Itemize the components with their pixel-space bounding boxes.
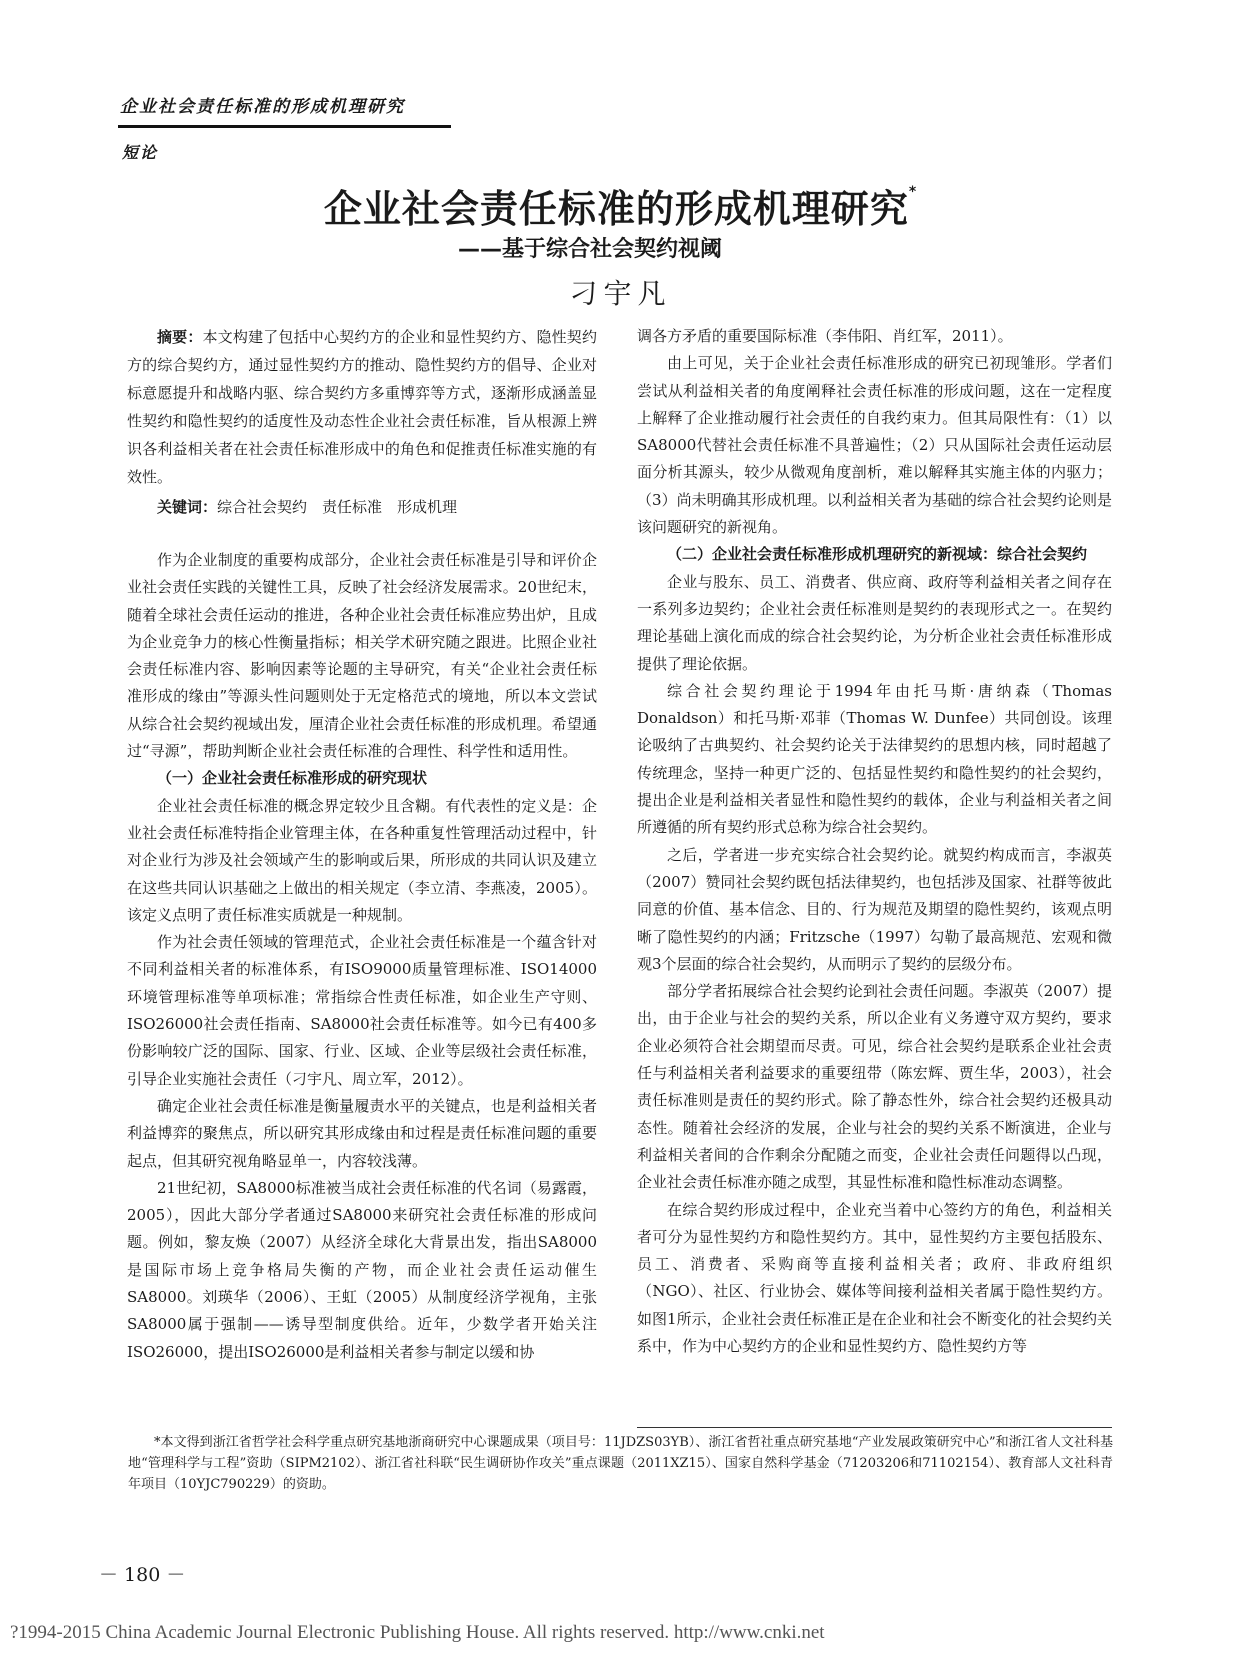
author-name: 刁宇凡 [569, 277, 672, 310]
section-heading: （二）企业社会责任标准形成机理研究的新视域：综合社会契约 [667, 545, 1088, 564]
body-paragraph: 企业与股东、员工、消费者、供应商、政府等利益相关者之间存在一系列多边契约；企业社会责任标准则是契约的表现形式之一。在契约理论基础上演化而成的综合社会契约论，为分析企业社会责任标准形成提供了理论依据。 [637, 572, 1112, 673]
title-text: 企业社会责任标准的形成机理研究 [323, 187, 909, 231]
body-paragraph: 企业社会责任标准的概念界定较少且含糊。有代表性的定义是：企业社会责任标准特指企业管理主体，在各种重复性管理活动过程中，针对企业行为涉及社会领域产生的影响或后果，所形成的共同认识及建立在这些共同认识基础之上做出的相关规定（李立清、李燕凌，2005）。该定义点明了责任标准实质就是一种规制。 [127, 796, 597, 924]
left-column [127, 323, 597, 1366]
footnote-rule [637, 1427, 1112, 1428]
copyright-line: ?1994-2015 China Academic Journal Electronic Publishing House. All rights reserved. http://www.cnki.net [10, 1622, 825, 1643]
body-paragraph: 作为企业制度的重要构成部分，企业社会责任标准是引导和评价企业社会责任实践的关键性工具，反映了社会经济发展需求。20世纪末，随着全球社会责任运动的推进，各种企业社会责任标准应势出炉，且成为企业竞争力的核心性衡量指标；相关学术研究随之跟进。比照企业社会责任标准内容、影响因素等论题的主导研究，有关“企业社会责任标准形成的缘由”等源头性问题则处于无定格范式的境地，所以本文尝试从综合社会契约视域出发，厘清企业社会责任标准的形成机理。希望通过“寻源”，帮助判断企业社会责任标准的合理性、科学性和适用性。 [127, 551, 597, 761]
right-body [637, 323, 1112, 1360]
body-paragraph: 确定企业社会责任标准是衡量履责水平的关键点，也是利益相关者利益博弈的聚焦点，所以研究其形成缘由和过程是责任标准问题的重要起点，但其研究视角略显单一，内容较浅薄。 [127, 1096, 597, 1170]
page-number: － 180 － [99, 1564, 186, 1586]
title-footnote-mark: * [908, 184, 918, 200]
header-rule [118, 125, 451, 128]
keywords-label: 关键词： [157, 498, 218, 516]
left-body [127, 547, 597, 1366]
body-paragraph: 调各方矛盾的重要国际标准（李伟阳、肖红军，2011）。 [637, 327, 1013, 345]
section-heading: （一）企业社会责任标准形成的研究现状 [157, 769, 428, 788]
article-title [0, 178, 1241, 233]
abstract-label: 摘要： [157, 328, 203, 346]
right-column [637, 323, 1112, 1360]
footnote: *本文得到浙江省哲学社会科学重点研究基地浙商研究中心课题成果（项目号：11JDZS03YB）、浙江省哲社重点研究基地“产业发展政策研究中心”和浙江省人文社科基地“管理科学与工程”资助（SIPM2102）、浙江省社科联“民生调研协作攻关”重点课题（2011XZ15）、国家自然科学基金（71203206和71102154）、教育部人文社科青年项目（10YJC790229）的资助。 [128, 1435, 1113, 1492]
section-label: 短论 [122, 143, 159, 162]
body-paragraph: 由上可见，关于企业社会责任标准形成的研究已初现雏形。学者们尝试从利益相关者的角度阐释社会责任标准的形成问题，这在一定程度上解释了企业推动履行社会责任的自我约束力。但其局限性有：（1）以SA8000代替社会责任标准不具普遍性；（2）只从国际社会责任运动层面分析其源头，较少从微观角度剖析，难以解释其实施主体的内驱力；（3）尚未明确其形成机理。以利益相关者为基础的综合社会契约论则是该问题研究的新视角。 [637, 354, 1112, 537]
body-paragraph: 21世纪初，SA8000标准被当成社会责任标准的代名词（易露霞，2005），因此大部分学者通过SA8000来研究社会责任标准的形成问题。例如，黎友焕（2007）从经济全球化大背景出发，指出SA8000是国际市场上竞争格局失衡的产物，而企业社会责任运动催生SA8000。刘瑛华（2006）、王虹（2005）从制度经济学视角，主张SA8000属于强制——诱导型制度供给。近年，少数学者开始关注ISO26000，提出ISO26000是利益相关者参与制定以缓和协 [127, 1178, 597, 1361]
body-paragraph: 之后，学者进一步充实综合社会契约论。就契约构成而言，李淑英（2007）赞同社会契约既包括法律契约，也包括涉及国家、社群等彼此同意的价值、基本信念、目的、行为规范及期望的隐性契约，该观点明晰了隐性契约的内涵；Fritzsche（1997）勾勒了最高规范、宏观和微观3个层面的综合社会契约，从而明示了契约的层级分布。 [637, 845, 1112, 973]
keywords-text: 综合社会契约 责任标准 形成机理 [217, 498, 458, 516]
abstract-text: 本文构建了包括中心契约方的企业和显性契约方、隐性契约方的综合契约方，通过显性契约方的推动、隐性契约方的倡导、企业对标意愿提升和战略内驱、综合契约方多重博弈等方式，逐渐形成涵盖显性契约和隐性契约的适度性及动态性企业社会责任标准，旨从根源上辨识各利益相关者在社会责任标准形成中的角色和促推责任标准实施的有效性。 [127, 328, 597, 486]
running-header: 企业社会责任标准的形成机理研究 [120, 97, 405, 117]
body-paragraph: 综合社会契约理论于1994年由托马斯·唐纳森（Thomas Donaldson）和托马斯·邓菲（Thomas W. Dunfee）共同创设。该理论吸纳了古典契约、社会契约论关于法律契约的思想内核，同时超越了传统理念，坚持一种更广泛的、包括显性契约和隐性契约的社会契约，提出企业是利益相关者显性和隐性契约的载体，企业与利益相关者之间所遵循的所有契约形式总称为综合社会契约。 [637, 681, 1112, 837]
abstract-gap [127, 521, 597, 547]
body-paragraph: 在综合契约形成过程中，企业充当着中心签约方的角色，利益相关者可分为显性契约方和隐性契约方。其中，显性契约方主要包括股东、员工、消费者、采购商等直接利益相关者；政府、非政府组织（NGO）、社区、行业协会、媒体等间接利益相关者属于隐性契约方。如图1所示，企业社会责任标准正是在企业和社会不断变化的社会契约关系中，作为中心契约方的企业和显性契约方、隐性契约方等 [637, 1200, 1112, 1355]
body-paragraph: 部分学者拓展综合社会契约论到社会责任问题。李淑英（2007）提出，由于企业与社会的契约关系，所以企业有义务遵守双方契约，要求企业必须符合社会期望而尽责。可见，综合社会契约是联系企业社会责任与利益相关者利益要求的重要纽带（陈宏辉、贾生华，2003），社会责任标准则是责任的契约形式。除了静态性外，综合社会契约还极具动态性。随着社会经济的发展，企业与社会的契约关系不断演进，企业与利益相关者间的合作剩余分配随之而变，企业社会责任问题得以凸现，企业社会责任标准亦随之成型，其显性标准和隐性标准动态调整。 [637, 982, 1112, 1192]
article-subtitle: ——基于综合社会契约视阈 [458, 237, 723, 262]
body-paragraph: 作为社会责任领域的管理范式，企业社会责任标准是一个蕴含针对不同利益相关者的标准体系，有ISO9000质量管理标准、ISO14000环境管理标准等单项标准；常指综合性责任标准，如企业生产守则、ISO26000社会责任指南、SA8000社会责任标准等。如今已有400多份影响较广泛的国际、国家、行业、区域、企业等层级社会责任标准，引导企业实施社会责任（刁宇凡、周立军，2012）。 [127, 933, 597, 1088]
abstract [127, 323, 597, 521]
